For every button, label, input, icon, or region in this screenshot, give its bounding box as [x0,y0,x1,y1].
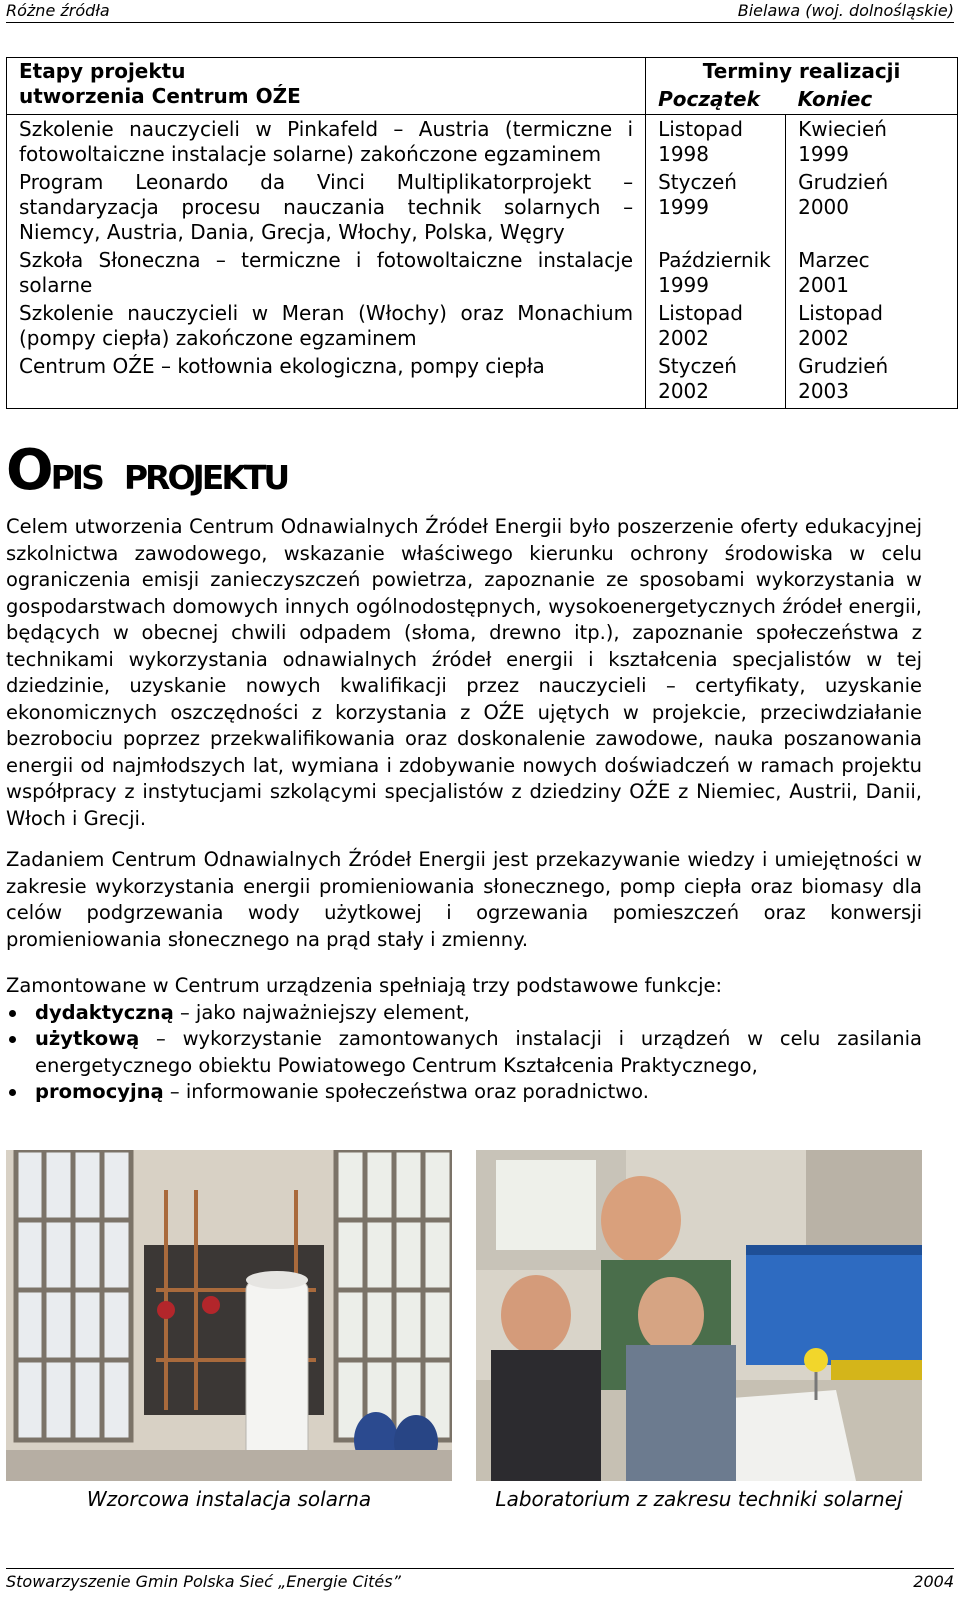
end-year: 1999 [798,142,849,166]
photo-solar-lab [476,1150,922,1481]
title-word2-initial: P [123,458,146,497]
schedule-start [646,247,786,300]
function-desc: – informowanie społeczeństwa oraz poradnictwo. [163,1080,649,1103]
header-right-text: Bielawa (woj. dolnośląskie) [737,1,954,20]
title-initial: O [6,438,51,503]
paragraph-tasks: Zadaniem Centrum Odnawialnych Źródeł Energii jest przekazywanie wiedzy i umiejętności w zakresie wykorzystania energii promieniowania słonecznego, pomp ciepła oraz biomasy dla celów podgrzewania wody użytkowej i ogrzewania pomieszczeń oraz konwersji promieniowania słonecznego na prąd stały i zmienny. [6,848,922,951]
list-item [6,1079,922,1106]
end-month: Marzec [798,248,870,272]
functions-intro: Zamontowane w Centrum urządzenia spełniają trzy podstawowe funkcje: [6,974,723,997]
schedule-col1-header-line1: Etapy projektu [19,59,186,83]
schedule-task: Szkolenie nauczycieli w Meran (Włochy) oraz Monachium (pompy ciepła) zakończone egzaminem [7,300,646,353]
photo-caption-left: Wzorcowa instalacja solarna [86,1487,372,1511]
schedule-table [6,57,958,409]
function-term: dydaktyczną [35,1000,174,1024]
start-year: 2002 [658,326,710,350]
running-header [6,0,954,22]
photo-solar-installation [6,1150,452,1481]
schedule-task: Szkolenie nauczycieli w Pinkafeld – Austria (termiczne i fotowoltaiczne instalacje solarne) zakończone egzaminem [7,115,646,170]
title-rest: PIS [50,458,102,497]
end-year: 2000 [798,195,849,219]
functions-block [6,973,922,1106]
end-month: Listopad [798,301,883,325]
schedule-end [786,115,958,170]
start-year: 1998 [658,142,710,166]
terms-header: Terminy realizacji [646,58,958,87]
end-year: 2003 [798,379,849,403]
schedule-row [7,169,958,247]
end-year: 2001 [798,273,849,297]
schedule-end [786,300,958,353]
functions-list [6,1000,922,1106]
schedule-start [646,169,786,247]
footer-rule [6,1568,954,1569]
end-year: 2002 [798,326,849,350]
start-header: Początek [646,86,786,115]
start-month: Styczeń [658,170,737,194]
end-header: Koniec [786,86,958,115]
schedule-task: Szkoła Słoneczna – termiczne i fotowoltaiczne instalacje solarne [7,247,646,300]
schedule-end [786,169,958,247]
title-word2-rest: ROJEKTU [145,458,288,497]
schedule-end [786,247,958,300]
schedule-start [646,115,786,170]
function-desc: – jako najważniejszy element, [173,1000,470,1024]
footer-page-number: 2004 [913,1572,954,1591]
start-month: Styczeń [658,354,737,378]
footer-left-text: Stowarzyszenie Gmin Polska Sieć „Energie Cités” [6,1572,401,1591]
schedule-row [7,115,958,170]
running-footer [6,1571,954,1593]
header-left-text: Różne źródła [6,1,110,20]
schedule-task: Program Leonardo da Vinci Multiplikatorprojekt – standaryzacja procesu nauczania technik solarnych – Niemcy, Austria, Dania, Grecja, Włochy, Polska, Węgry [7,169,646,247]
start-year: 2002 [658,379,710,403]
end-month: Grudzień [798,170,889,194]
function-desc: – wykorzystanie zamontowanych instalacji i urządzeń w celu zasilania energetycznego obiektu Powiatowego Centrum Kształcenia Praktycznego, [35,1027,922,1077]
schedule-row [7,247,958,300]
list-item [6,1026,922,1079]
header-rule [6,22,954,23]
start-month: Październik [658,248,771,272]
schedule-col1-header-line2: utworzenia Centrum OŹE [19,84,301,108]
start-year: 1999 [658,195,710,219]
start-month: Listopad [658,117,743,141]
schedule-row [7,353,958,409]
section-title [6,438,288,506]
end-month: Kwiecień [798,117,887,141]
function-term: promocyjną [35,1080,164,1103]
end-month: Grudzień [798,354,889,378]
start-year: 1999 [658,273,710,297]
function-term: użytkową [35,1027,140,1050]
schedule-start [646,300,786,353]
schedule-row [7,300,958,353]
photo-caption-right: Laboratorium z zakresu techniki solarnej [495,1487,903,1511]
paragraph-goals: Celem utworzenia Centrum Odnawialnych Źródeł Energii było poszerzenie oferty edukacyjnej szkolnictwa zawodowego, wskazanie właściwego kierunku ochrony środowiska w celu ograniczenia emisji zanieczyszczeń powietrza, zapoznanie ze sposobami wykorzystania w gospodarstwach domowych innych ogólnodostępnych, wysokoenergetycznych źródeł energii, będących w obecnej chwili odpadem (słoma, drewno itp.), zapoznanie społeczeństwa z technikami wykorzystania odnawialnych źródeł energii i kształcenia specjalistów w tej dziedzinie, uzyskanie nowych kwalifikacji przez nauczycieli – certyfikaty, uzyskanie ekonomicznych oszczędności z korzystania z OŹE ujętych w projekcie, przeciwdziałanie bezrobociu poprzez przekwalifikowania oraz doskonalenie zawodowe, nauka poszanowania energii od najmłodszych lat, wymiana i zdobywanie nowych doświadczeń w ramach projektu współpracy z instytucjami szkolącymi specjalistów z dziedziny OŹE z Niemiec, Austrii, Danii, Włoch i Grecji. [6,515,922,830]
list-item [6,1000,922,1027]
schedule-col1-header [7,58,646,115]
schedule-task: Centrum OŹE – kotłownia ekologiczna, pompy ciepła [7,353,646,409]
schedule-start [646,353,786,409]
start-month: Listopad [658,301,743,325]
schedule-end [786,353,958,409]
